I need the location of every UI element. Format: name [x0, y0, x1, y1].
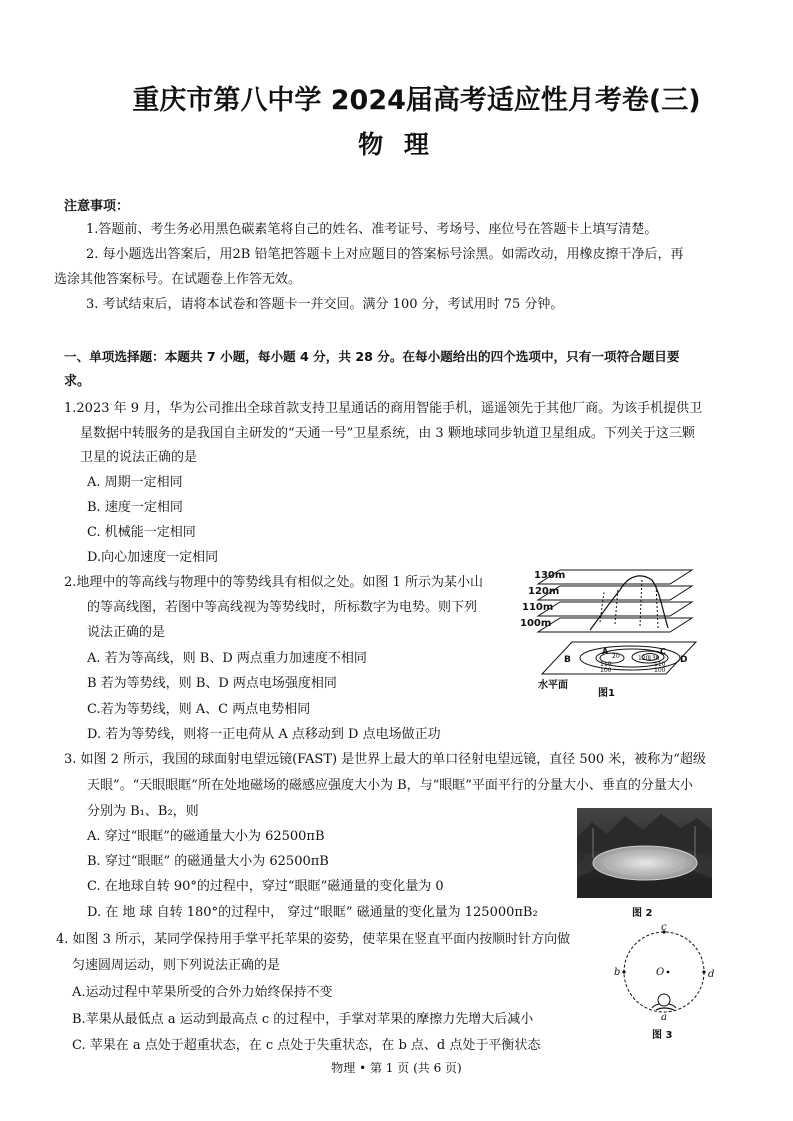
q2-option-b: B 若为等势线，则 B、D 两点电场强度相同: [87, 676, 337, 691]
q3-stem-line-2: 天眼”。“天眼眼眶”所在处地磁场的磁感应强度大小为 B，与“眼眶”平面平行的分量大小、垂直的分量大小: [87, 778, 693, 793]
point-a: A: [602, 647, 609, 656]
section1-heading: 一、单项选择题：本题共 7 小题，每小题 4 分，共 28 分。在每小题给出的四个选项中，只有一项符合题目要: [64, 349, 680, 364]
notice-heading: 注意事项：: [64, 199, 130, 214]
level-label-110: 110m: [522, 602, 554, 613]
figure-2-fast-telescope-photo: [577, 808, 712, 898]
figure-1-contour-map: [520, 562, 700, 697]
notice-item-1: 1.答题前、考生务必用黑色碳素笔将自己的姓名、准考证号、考场号、座位号在答题卡上填写清楚。: [86, 222, 658, 237]
figure-2-caption: 图 2: [632, 908, 653, 919]
plane-100: [538, 618, 692, 632]
notice-item-2: 2. 每小题选出答案后，用2B 铅笔把答题卡上对应题目的答案标号涂黑。如需改动，用橡皮擦干净后，再: [86, 247, 684, 262]
contour-label-120: 120: [638, 655, 650, 662]
q2-stem-line-2: 的等高线图，若图中等高线视为等势线时，所标数字为电势。则下列: [87, 600, 478, 615]
notice-item-3: 3. 考试结束后，请将本试卷和答题卡一并交回。满分 100 分，考试用时 75 分钟。: [86, 297, 564, 312]
figure-1-caption: 图1: [598, 688, 615, 699]
q3-option-b: B. 穿过“眼眶” 的磁通量大小为 62500πB: [87, 854, 329, 869]
section1-heading-cont: 求。: [64, 374, 91, 389]
q3-option-c: C. 在地球自转 90°的过程中，穿过“眼眶”磁通量的变化量为 0: [87, 879, 444, 894]
point-d: D: [680, 655, 688, 665]
q1-stem-line-3: 卫星的说法正确的是: [80, 450, 198, 465]
q2-option-c: C.若为等势线，则 A、C 两点电势相同: [87, 702, 311, 717]
contour-label-110: 110: [600, 661, 612, 668]
ground-label: 水平面: [538, 680, 568, 691]
q1-option-b: B. 速度一定相同: [87, 500, 183, 515]
exam-subject: 物 理: [358, 130, 435, 159]
level-label-100: 100m: [520, 618, 552, 629]
q1-option-c: C. 机械能一定相同: [87, 525, 196, 540]
contour-label-110b: 110: [654, 661, 666, 668]
fig3-label-d: d: [708, 969, 715, 980]
plane-120: [538, 586, 692, 600]
point-b: B: [564, 655, 571, 665]
notice-item-2-cont: 选涂其他答案标号。在试题卷上作答无效。: [54, 272, 302, 287]
q1-stem-line-2: 星数据中转服务的是我国自主研发的“天通一号”卫星系统，由 3 颗地球同步轨道卫星组成。下列关于这三颗: [80, 426, 695, 441]
q2-stem-line-3: 说法正确的是: [87, 625, 166, 640]
q3-option-d: D. 在 地 球 自转 180°的过程中， 穿过“眼眶” 磁通量的变化量为 125000πB₂: [87, 905, 538, 920]
fig3-label-c: c: [661, 922, 667, 933]
q3-stem-line-3: 分别为 B₁、B₂，则: [87, 804, 199, 819]
fig3-label-o: O: [656, 967, 665, 978]
contour-label-130: 130: [648, 655, 660, 662]
q1-option-d: D.向心加速度一定相同: [87, 550, 219, 565]
exam-title: 重庆市第八中学 2024届高考适应性月考卷(三): [132, 85, 701, 116]
fig3-label-b: b: [614, 967, 621, 978]
q2-stem-line-1: 2.地理中的等高线与物理中的等势线具有相似之处。如图 1 所示为某小山: [64, 575, 483, 590]
level-label-130: 130m: [534, 570, 566, 581]
q2-option-d: D. 若为等势线，则将一正电荷从 A 点移动到 D 点电场做正功: [87, 727, 441, 742]
figure-3-circular-motion: [612, 922, 717, 1022]
contour-label-100b: 100: [654, 667, 666, 674]
figure-3-caption: 图 3: [652, 1030, 673, 1041]
q1-stem-line-1: 1.2023 年 9 月，华为公司推出全球首款支持卫星通话的商用智能手机，遥遥领先于其他厂商。为该手机提供卫: [64, 401, 703, 416]
q1-option-a: A. 周期一定相同: [87, 475, 183, 490]
q4-option-b: B.苹果从最低点 a 运动到最高点 c 的过程中，手掌对苹果的摩擦力先增大后减小: [72, 1012, 534, 1027]
fig3-label-a: a: [661, 1012, 667, 1022]
page-footer: 物理 • 第 1 页 (共 6 页): [331, 1061, 462, 1075]
q4-stem-line-2: 匀速圆周运动，则下列说法正确的是: [72, 958, 281, 973]
q3-stem-line-1: 3. 如图 2 所示，我国的球面射电望远镜(FAST) 是世界上最大的单口径射电望远镜，直径 500 米，被称为“超级: [64, 752, 706, 767]
q4-option-a: A.运动过程中苹果所受的合外力始终保持不变: [72, 985, 333, 1000]
q3-option-a: A. 穿过“眼眶”的磁通量大小为 62500πB: [87, 829, 325, 844]
point-c: C: [660, 647, 666, 656]
q4-option-c: C. 苹果在 a 点处于超重状态，在 c 点处于失重状态，在 b 点、d 点处于平衡状态: [72, 1038, 541, 1053]
plane-110: [538, 602, 692, 616]
contour-label-20: 20: [612, 653, 620, 660]
q4-stem-line-1: 4. 如图 3 所示，某同学保持用手掌平托苹果的姿势，使苹果在竖直平面内按顺时针方向做: [56, 932, 571, 947]
level-label-120: 120m: [528, 586, 560, 597]
contour-label-100: 100: [600, 667, 612, 674]
q2-option-a: A. 若为等高线，则 B、D 两点重力加速度不相同: [87, 651, 367, 666]
